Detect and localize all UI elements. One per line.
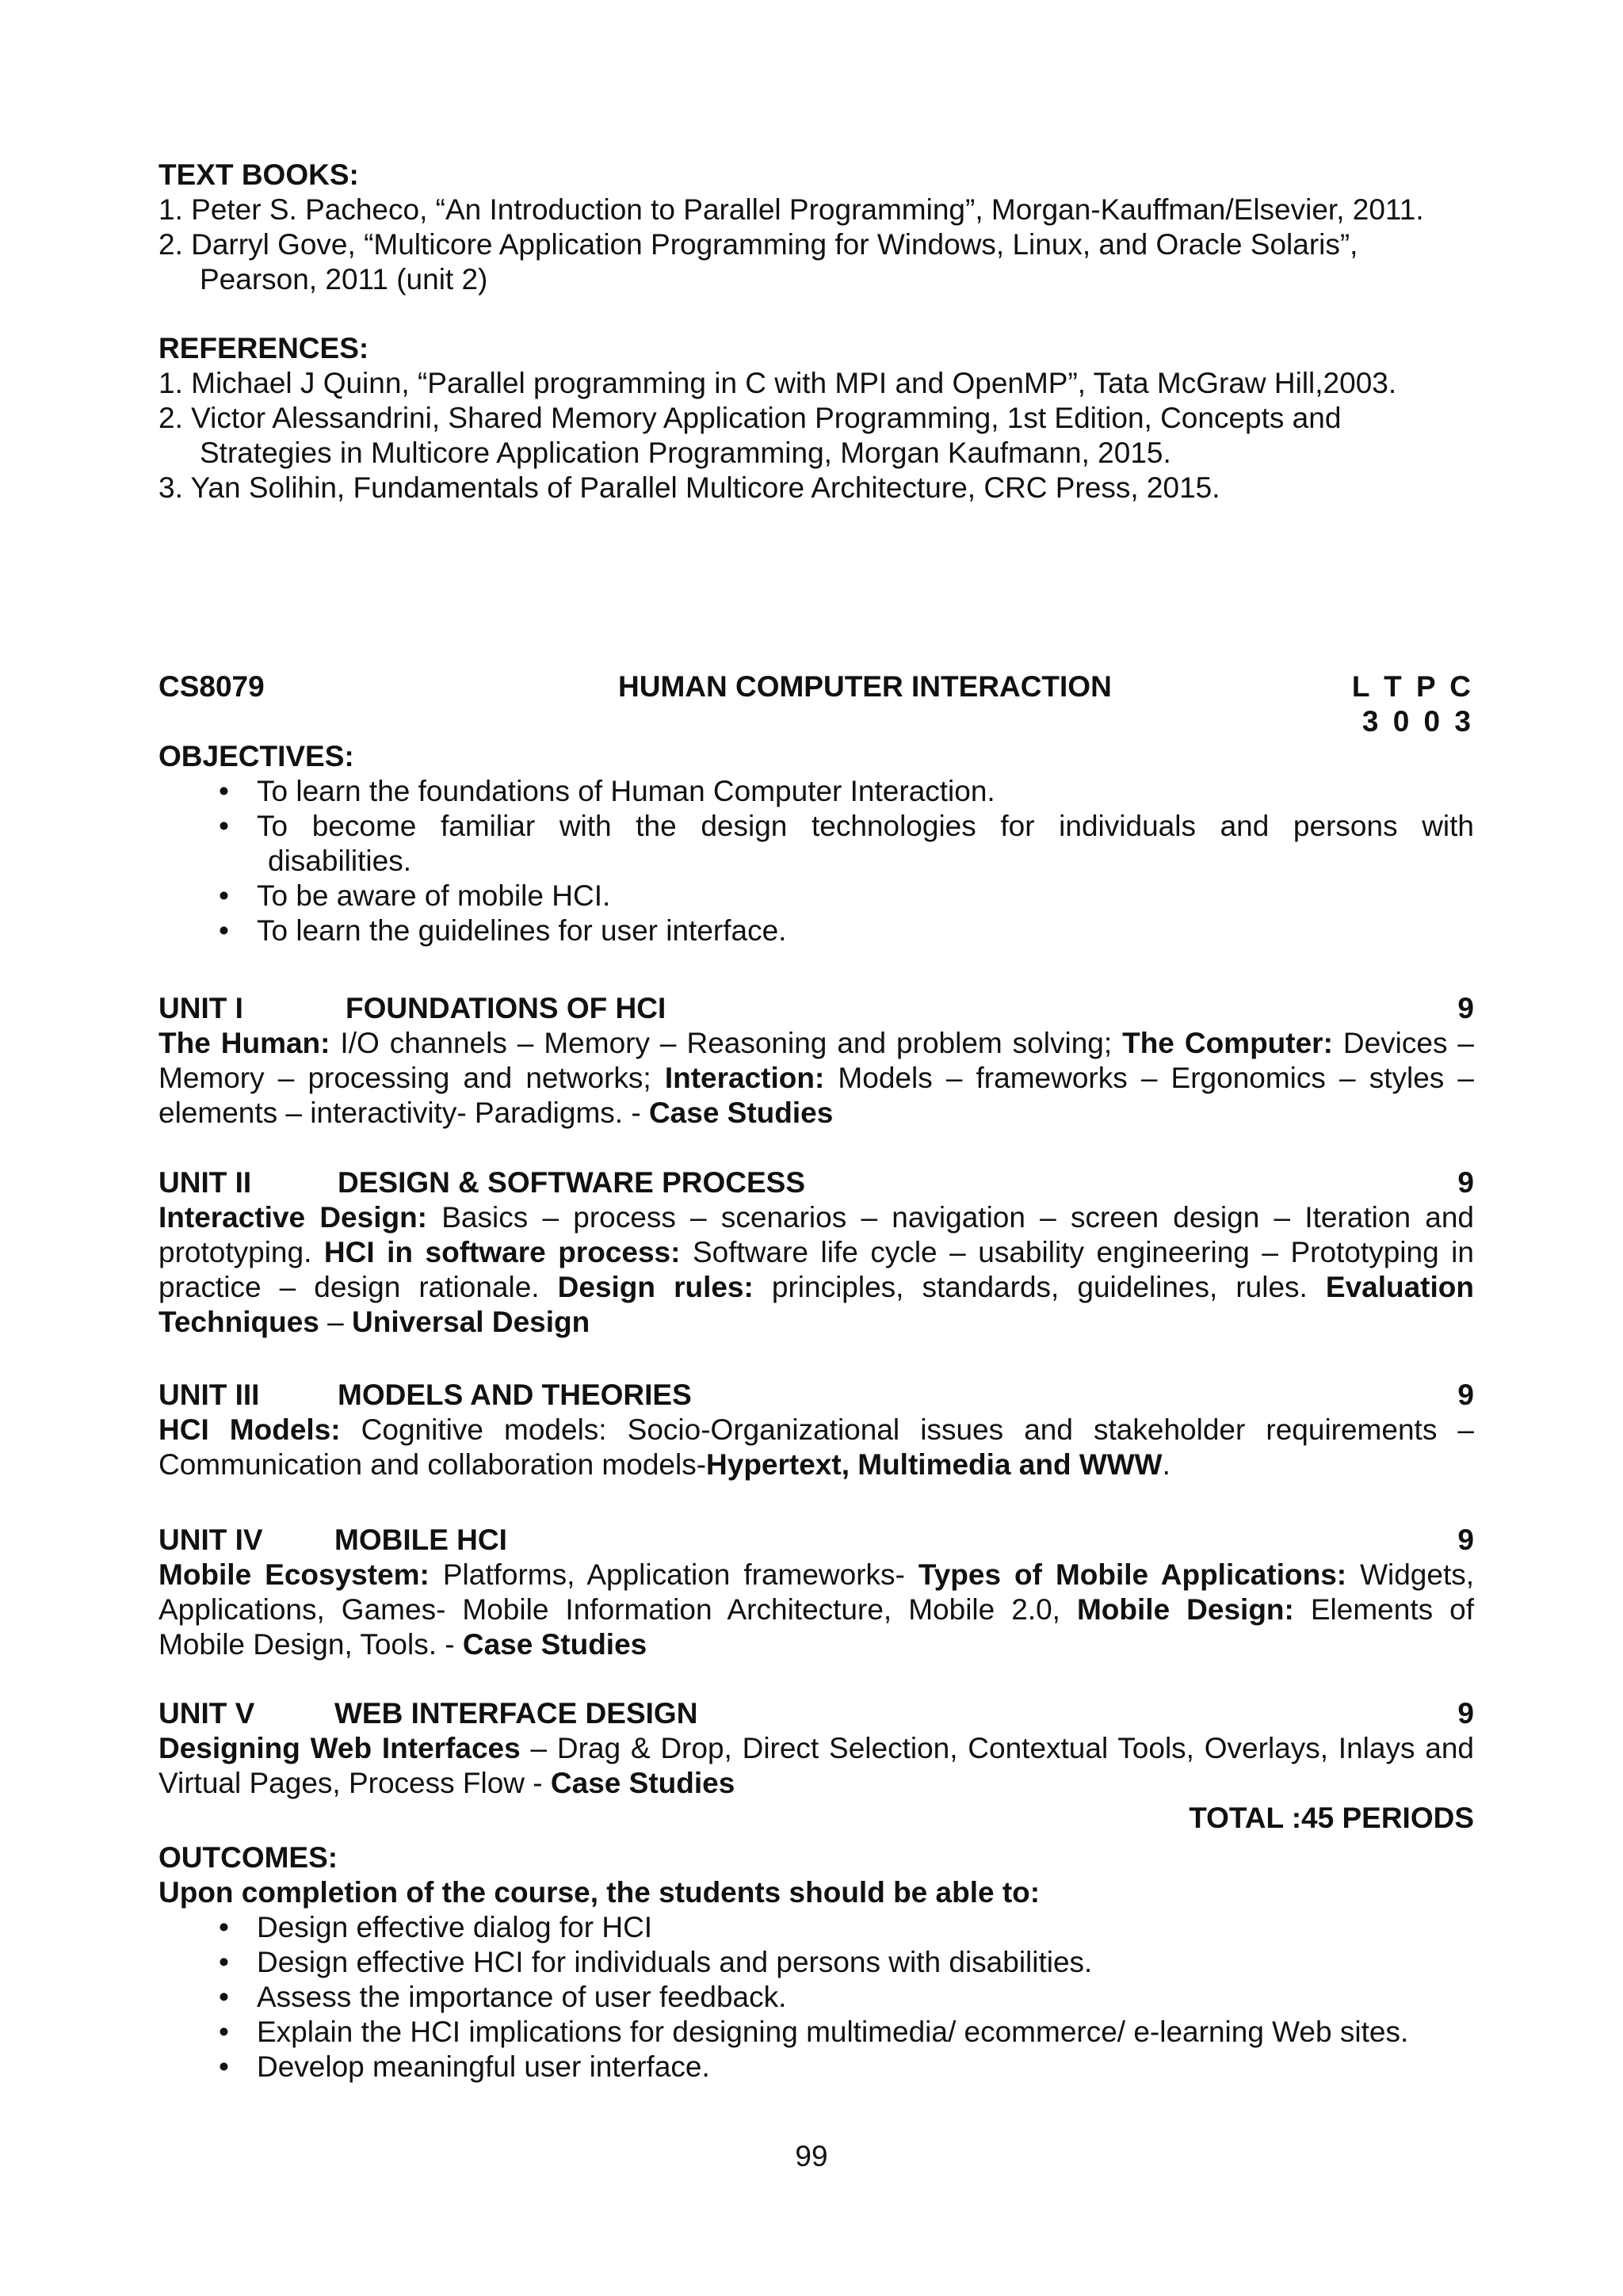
bullet-icon: • (219, 879, 229, 912)
objective-text: To learn the guidelines for user interface. (257, 914, 787, 947)
unit-hours: 9 (1457, 992, 1474, 1024)
unit-topic-bold: The Computer: (1122, 1027, 1333, 1059)
list-item (158, 809, 1474, 844)
unit-hours: 9 (1457, 1166, 1474, 1199)
unit-topic-bold: Mobile Design: (1076, 1593, 1294, 1626)
unit-topic-bold: HCI in software process: (323, 1236, 681, 1268)
unit-hours: 9 (1457, 1524, 1474, 1556)
unit-hours: 9 (1457, 1697, 1474, 1730)
page-number: 99 (795, 2140, 828, 2172)
unit-topic-bold: HCI Models: (158, 1413, 341, 1446)
unit-title: DESIGN & SOFTWARE PROCESS (338, 1166, 806, 1199)
unit-topic-bold: Case Studies (648, 1097, 834, 1129)
unit-4-body (158, 1558, 1474, 1662)
reference-item-2-cont: Strategies in Multicore Application Programming, Morgan Kaufmann, 2015. (200, 437, 1171, 469)
unit-topic-bold: Hypertext, Multimedia and WWW (706, 1448, 1163, 1481)
objectives-heading: OBJECTIVES: (158, 740, 354, 772)
unit-4-header (158, 1523, 1474, 1558)
objective-text: To be aware of mobile HCI. (257, 879, 611, 912)
bullet-icon: • (219, 2016, 229, 2048)
outcome-text: Design effective HCI for individuals and persons with disabilities. (257, 1946, 1093, 1978)
unit-label: UNIT I (158, 992, 243, 1024)
unit-title: MODELS AND THEORIES (338, 1379, 692, 1411)
bullet-icon: • (219, 1946, 229, 1978)
objective-text: To become familiar with the design technologies for individuals and persons with (257, 810, 1474, 842)
outcomes-section (158, 1840, 1474, 2084)
references-heading: REFERENCES: (158, 332, 369, 364)
list-item-cont (158, 844, 1474, 879)
unit-topic-text: Widgets, Applications, Games- Mobile Information Architecture, Mobile 2.0, (158, 1558, 1475, 1626)
unit-2-body (158, 1200, 1474, 1340)
unit-topic-text: Basics – process – scenarios – navigation – screen design – Iteration and prototyping. (158, 1201, 1474, 1268)
objectives-section (158, 739, 1474, 948)
outcomes-heading: OUTCOMES: (158, 1841, 338, 1874)
objectives-list (158, 774, 1474, 948)
unit-5-body (158, 1731, 1474, 1801)
text-books-section (158, 158, 1474, 297)
unit-2-section (158, 1165, 1474, 1340)
unit-topic-bold: Case Studies (550, 1767, 735, 1799)
text-book-item-2: 2. Darryl Gove, “Multicore Application Programming for Windows, Linux, and Oracle Solaris”, (158, 228, 1358, 261)
unit-topic-bold: Universal Design (352, 1306, 590, 1338)
outcome-text: Assess the importance of user feedback. (257, 1981, 787, 2013)
list-item (158, 1910, 1474, 1945)
course-header (158, 669, 1474, 738)
unit-topic-text: Platforms, Application frameworks- (429, 1558, 918, 1591)
unit-4-section (158, 1523, 1474, 1662)
reference-item-3: 3. Yan Solihin, Fundamentals of Parallel Multicore Architecture, CRC Press, 2015. (158, 471, 1220, 504)
unit-topic-text: – Drag & Drop, Direct Selection, Contextual Tools, Overlays, Inlays and Virtual Pages, Process Flow - (158, 1732, 1474, 1799)
list-item (158, 1945, 1474, 1980)
unit-2-header (158, 1165, 1474, 1200)
text-books-heading: TEXT BOOKS: (158, 158, 359, 191)
unit-5-header (158, 1696, 1474, 1731)
unit-topic-text: . (1162, 1448, 1170, 1481)
bullet-icon: • (219, 1981, 229, 2013)
unit-label: UNIT V (158, 1697, 255, 1730)
unit-3-header (158, 1378, 1474, 1413)
unit-topic-text: Elements of Mobile Design, Tools. - (158, 1593, 1474, 1661)
unit-title: FOUNDATIONS OF HCI (346, 992, 666, 1024)
bullet-icon: • (219, 775, 229, 807)
unit-title: MOBILE HCI (334, 1524, 507, 1556)
unit-hours: 9 (1457, 1379, 1474, 1411)
unit-topic-bold: Types of Mobile Applications: (918, 1558, 1347, 1591)
unit-topic-text: Models – frameworks – Ergonomics – styles – elements – interactivity- Paradigms. - (158, 1062, 1475, 1129)
unit-1-section (158, 991, 1474, 1131)
ltpc-label: L T P C (1351, 670, 1474, 703)
unit-topic-bold: Case Studies (462, 1628, 647, 1661)
unit-topic-bold: Interactive Design: (158, 1201, 428, 1234)
outcomes-intro: Upon completion of the course, the students should be able to: (158, 1876, 1041, 1909)
reference-item-2: 2. Victor Alessandrini, Shared Memory Application Programming, 1st Edition, Concepts and (158, 402, 1342, 434)
total-periods: TOTAL :45 PERIODS (1189, 1802, 1474, 1834)
unit-topic-bold: Design rules: (557, 1271, 754, 1303)
text-book-item-1: 1. Peter S. Pacheco, “An Introduction to Parallel Programming”, Morgan-Kauffman/Elsevier, 2011. (158, 193, 1424, 226)
list-item (158, 1980, 1474, 2015)
references-section (158, 331, 1474, 505)
unit-topic-text: principles, standards, guidelines, rules. (753, 1271, 1326, 1303)
reference-item-1: 1. Michael J Quinn, “Parallel programming in C with MPI and OpenMP”, Tata McGraw Hill,2003. (158, 367, 1397, 399)
unit-topic-text: I/O channels – Memory – Reasoning and problem solving; (330, 1027, 1123, 1059)
list-item (158, 879, 1474, 913)
list-item (158, 2050, 1474, 2084)
outcome-text: Develop meaningful user interface. (257, 2050, 710, 2083)
unit-5-section (158, 1696, 1474, 1836)
unit-topic-bold: Mobile Ecosystem: (158, 1558, 430, 1591)
unit-label: UNIT III (158, 1379, 260, 1411)
unit-3-section (158, 1378, 1474, 1482)
course-code: CS8079 (158, 670, 265, 703)
list-item (158, 913, 1474, 948)
course-title: HUMAN COMPUTER INTERACTION (618, 670, 1112, 703)
unit-label: UNIT II (158, 1166, 252, 1199)
unit-topic-bold: Designing Web Interfaces (158, 1732, 521, 1764)
outcomes-list (158, 1910, 1474, 2084)
unit-topic-bold: Interaction: (664, 1062, 825, 1094)
bullet-icon: • (219, 1911, 229, 1943)
unit-1-header (158, 991, 1474, 1026)
unit-1-body (158, 1026, 1474, 1131)
bullet-icon: • (219, 914, 229, 947)
unit-topic-text: Devices – Memory – processing and networks; (158, 1027, 1475, 1094)
bullet-icon: • (219, 810, 229, 842)
ltpc-values: 3 0 0 3 (1361, 705, 1474, 738)
outcome-text: Explain the HCI implications for designing multimedia/ ecommerce/ e-learning Web sites. (257, 2016, 1409, 2048)
outcome-text: Design effective dialog for HCI (257, 1911, 653, 1943)
unit-topic-text: Software life cycle – usability engineering – Prototyping in practice – design rationale. (158, 1236, 1474, 1303)
list-item (158, 2015, 1474, 2050)
unit-topic-bold: The Human: (158, 1027, 330, 1059)
unit-topic-bold: Evaluation Techniques (158, 1271, 1474, 1338)
text-book-item-2-cont: Pearson, 2011 (unit 2) (200, 263, 488, 296)
objective-text: To learn the foundations of Human Computer Interaction. (257, 775, 995, 807)
list-item (158, 774, 1474, 809)
unit-3-body (158, 1413, 1474, 1482)
unit-label: UNIT IV (158, 1524, 263, 1556)
unit-topic-text: – (319, 1306, 352, 1338)
unit-topic-text: Cognitive models: Socio-Organizational issues and stakeholder requirements – Communication and collaboration models- (158, 1413, 1474, 1481)
bullet-icon: • (219, 2050, 229, 2083)
unit-title: WEB INTERFACE DESIGN (334, 1697, 698, 1730)
objective-text: disabilities. (268, 845, 411, 877)
